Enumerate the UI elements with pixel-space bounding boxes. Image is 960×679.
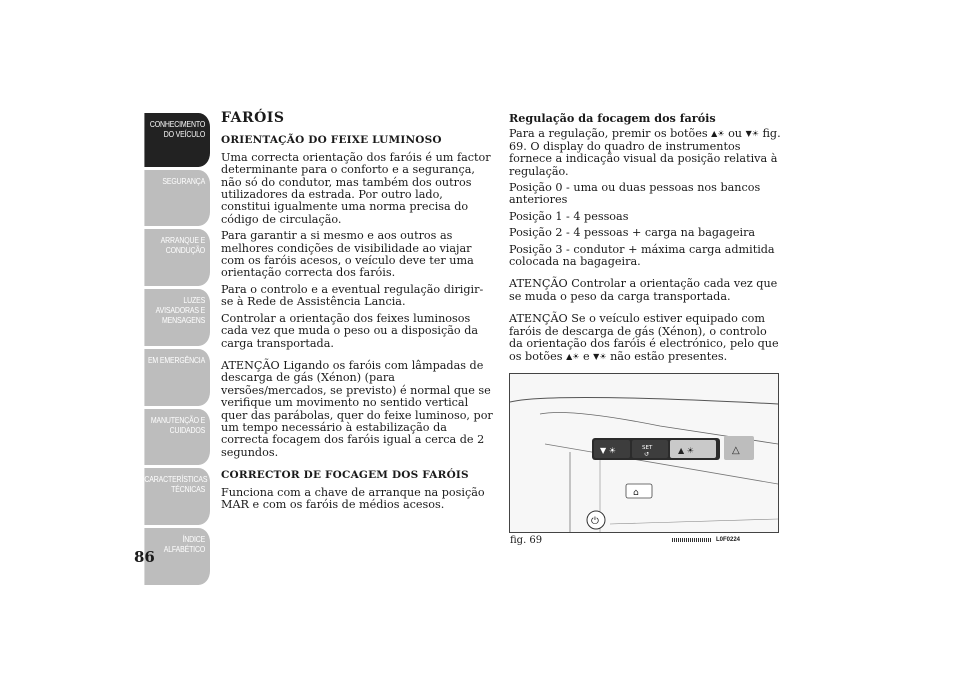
tab-arranque-e-conducao[interactable]: ARRANQUE E CONDUÇÃO — [144, 229, 210, 286]
text-segment: não estão presentes. — [610, 349, 728, 363]
warning-paragraph-xenon — [509, 313, 781, 363]
warning-paragraph: ATENÇÃO Controlar a orientação cada vez que se muda o peso da carga transportada. — [509, 277, 778, 303]
tab-indice[interactable]: ÍNDICE ALFABÉTICO — [144, 528, 210, 585]
tab-em-emergencia[interactable]: EM EMERGÊNCIA — [144, 349, 210, 406]
lock-button — [626, 484, 652, 498]
hazard-icon: △ — [732, 445, 740, 456]
headlamp-up-icon: ▲ ☀ — [678, 446, 694, 455]
text-segment: ou — [728, 127, 743, 141]
right-column — [509, 112, 781, 367]
figure-barcode — [672, 538, 712, 542]
headlamp-up-icon: ▲☀ — [711, 129, 725, 139]
section-heading-corrector: CORRECTOR DE FOCAGEM DOS FARÓIS — [221, 469, 469, 482]
page-title: FARÓIS — [221, 110, 285, 126]
paragraph: Para o controlo e a eventual regulação dirigir-se à Rede de Assistência Lancia. — [221, 282, 484, 309]
tab-luzes-avisadoras[interactable]: LUZES AVISADORAS E MENSAGENS — [144, 289, 210, 346]
subsection-heading: Regulação da focagem dos faróis — [509, 111, 716, 125]
text-segment: e — [582, 349, 590, 363]
tab-manutencao[interactable]: MANUTENÇÃO E CUIDADOS — [144, 409, 210, 465]
text-segment: Para a regulação, premir os botões — [509, 127, 708, 141]
tab-conhecimento-do-veiculo[interactable]: CONHECIMENTO DO VEÍCULO — [144, 113, 210, 167]
headlamp-down-icon: ▼ ☀ — [600, 446, 616, 455]
position-1: Posição 1 - 4 pessoas — [509, 209, 629, 223]
paragraph: Funciona com a chave de arranque na posição MAR e com os faróis de médios acesos. — [221, 485, 485, 511]
section-heading-orientacao: ORIENTAÇÃO DO FEIXE LUMINOSO — [221, 134, 442, 147]
tab-seguranca[interactable]: SEGURANÇA — [144, 170, 210, 226]
section-tabs — [130, 113, 210, 588]
figure-code: L0F0224 — [716, 537, 741, 543]
text-segment: ATENÇÃO Se o veículo estiver equipado com faróis de descarga de gás (Xénon), o controlo da orientação dos faróis é electrónico, pelo que os botões — [509, 312, 779, 363]
back-arrow-icon: ↺ — [644, 451, 650, 458]
set-button-label: SET — [642, 445, 653, 451]
dashboard-illustration — [510, 374, 778, 532]
paragraph: Para garantir a si mesmo e aos outros as melhores condições de visibilidade ao viajar com os faróis acesos, o veículo deve ter uma orientação correcta dos faróis. — [221, 229, 474, 280]
headlamp-down-icon: ▼☀ — [593, 351, 607, 361]
position-0: Posição 0 - uma ou duas pessoas nos bancos anteriores — [509, 181, 761, 207]
page-number: 86 — [134, 548, 155, 566]
paragraph: Uma correcta orientação dos faróis é um factor determinante para o conforto e a segurança, não só do condutor, mas também dos outros utilizadores da estrada. Por outro lado, constitui igualmente uma norma precisa do código de circulação. — [221, 150, 491, 226]
text-segment: fig. 69. O display do quadro de instrumentos fornece a indicação visual da posição relativa à regulação. — [509, 127, 781, 178]
paragraph: Controlar a orientação dos feixes luminosos cada vez que muda o peso ou a disposição da carga transportada. — [221, 311, 479, 350]
headlamp-down-icon: ▼☀ — [745, 129, 759, 139]
power-icon: ⏻ — [591, 516, 599, 527]
paragraph-regulacao — [509, 128, 781, 178]
dashboard-figure — [509, 373, 779, 533]
position-3: Posição 3 - condutor + máxima carga admitida colocada na bagageira. — [509, 242, 775, 269]
warning-paragraph: ATENÇÃO Ligando os faróis com lâmpadas de descarga de gás (Xénon) (para versões/mercados, se previsto) é normal que se verifique um movimento no sentido vertical quer das parábolas, quer do feixe luminoso, por um tempo necessário à estabilização da correcta focagem dos faróis igual a cerca de 2 segundos. — [221, 358, 493, 459]
lock-icon: ⌂ — [633, 488, 639, 498]
figure-caption: fig. 69 — [510, 535, 543, 546]
tab-caracteristicas[interactable]: CARACTERÍSTICAS TÉCNICAS — [144, 468, 210, 525]
position-2: Posição 2 - 4 pessoas + carga na bagageira — [509, 226, 756, 240]
headlamp-up-icon: ▲☀ — [566, 351, 580, 361]
left-column — [221, 112, 493, 515]
